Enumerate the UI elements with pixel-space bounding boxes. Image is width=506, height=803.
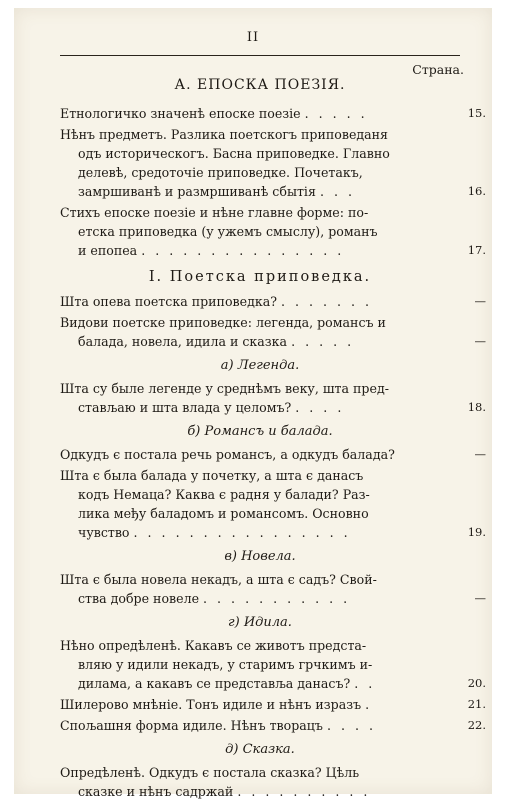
- toc-entry-text: Шта є была новела некадъ, а шта є садъ? Свой-: [60, 572, 377, 587]
- toc-entry-text: и епопеа: [78, 243, 138, 258]
- toc-entry-text: чувство: [78, 525, 130, 540]
- toc-page-number: 19.: [467, 525, 486, 539]
- leader-dots: . . . . . . . . . .: [237, 784, 371, 799]
- toc-entry-text: делевѣ, средоточіе приповедке. Почетакъ,: [78, 165, 363, 180]
- toc-entry-text: лика међу баладомъ и романсомъ. Основно: [78, 506, 369, 521]
- toc-entry-line: [60, 398, 460, 417]
- toc-page-number: —: [474, 334, 486, 348]
- toc-entry-text: Нѣнъ предметъ. Разлика поетскогъ приповеданя: [60, 127, 388, 142]
- toc-entry: [60, 466, 486, 542]
- toc-entry-line: [60, 763, 460, 782]
- toc-entry: [60, 763, 460, 801]
- subsection-title-legenda: а) Легенда.: [220, 358, 300, 373]
- entries-b: [60, 292, 486, 351]
- toc-entry-line: [60, 313, 460, 332]
- leader-dots: . . . .: [295, 400, 345, 415]
- column-label: Страна.: [412, 62, 464, 77]
- toc-entry: [60, 203, 486, 260]
- toc-page-number: —: [474, 447, 486, 461]
- toc-entry: [60, 379, 486, 417]
- toc-page-number: 16.: [467, 184, 486, 198]
- toc-entry: [60, 636, 486, 693]
- toc-entry-line: [60, 466, 460, 485]
- entries-c: [60, 379, 486, 417]
- toc-entry-line: [60, 485, 460, 504]
- toc-entry-line: [60, 589, 460, 608]
- toc-entry-line: [60, 144, 460, 163]
- entries-f: [60, 636, 486, 735]
- toc-entry-text: сказке и нѣнъ садржай: [78, 784, 234, 799]
- subsection-title-idila: г) Идила.: [228, 615, 292, 630]
- toc-entry: [60, 104, 486, 123]
- toc-entry-line: [60, 655, 460, 674]
- toc-entry: [60, 445, 486, 464]
- toc-entry-text: Шта є была балада у почетку, а шта є данасъ: [60, 468, 364, 483]
- toc-entry-text: Стихъ епоске поезіе и нѣне главне форме: по-: [60, 205, 369, 220]
- toc-entry-line: [60, 104, 460, 123]
- toc-entry-line: [60, 182, 460, 201]
- leader-dots: . . . . .: [291, 334, 355, 349]
- toc-entry-text: етска приповедка (у ужемъ смыслу), романъ: [78, 224, 378, 239]
- subsection-title-novela: в) Новела.: [224, 549, 296, 564]
- toc-entry-text: Одкудъ є постала речь романсъ, а одкудъ балада?: [60, 447, 395, 462]
- toc-entry-line: [60, 203, 460, 222]
- toc-content: [60, 76, 486, 803]
- toc-entry-line: [60, 570, 460, 589]
- page-number: II: [246, 30, 260, 45]
- toc-entry-text: вляю у идили некадъ, у старимъ грчкимъ и-: [78, 657, 373, 672]
- toc-entry: [60, 292, 486, 311]
- section-title: А. ЕПОСКА ПОЕЗІЯ.: [174, 77, 346, 93]
- toc-page-number: 20.: [467, 676, 486, 690]
- leader-dots: . . . . .: [304, 106, 368, 121]
- toc-page-number: 21.: [467, 697, 486, 711]
- toc-page-number: —: [474, 591, 486, 605]
- toc-page-number: 18.: [467, 400, 486, 414]
- toc-entry-text: балада, новела, идила и сказка: [78, 334, 288, 349]
- toc-entry-text: ства добре новеле: [78, 591, 200, 606]
- toc-entry-line: [60, 379, 460, 398]
- toc-entry-line: [60, 125, 460, 144]
- entries-g: [60, 763, 460, 801]
- toc-entry-text: одъ историческогъ. Басна приповедке. Главно: [78, 146, 390, 161]
- toc-entry-line: [60, 445, 460, 464]
- toc-entry-line: [60, 695, 460, 714]
- entries-d: [60, 445, 486, 542]
- toc-entry-line: [60, 241, 460, 260]
- leader-dots: . . . . . . . . . . . . . . . .: [133, 525, 351, 540]
- toc-entry-text: Шта су быле легенде у среднѣмъ веку, шта пред-: [60, 381, 389, 396]
- header-rule: [60, 55, 460, 56]
- toc-entry-text: замршиванѣ и размршиванѣ сбытія: [78, 184, 316, 199]
- toc-entry-text: Шилерово мнѣніе. Тонъ идиле и нѣнъ изразъ: [60, 697, 362, 712]
- toc-page-number: —: [474, 294, 486, 308]
- toc-page-number: 15.: [467, 106, 486, 120]
- toc-entry-line: [60, 782, 460, 801]
- toc-entry-line: [60, 292, 460, 311]
- toc-entry: [60, 716, 486, 735]
- toc-entry: [60, 695, 486, 714]
- toc-entry-line: [60, 504, 460, 523]
- toc-entry-line: [60, 523, 460, 542]
- toc-entry-line: [60, 332, 460, 351]
- toc-entry-text: Етнологичко значенѣ епоске поезіе: [60, 106, 301, 121]
- toc-entry-text: Шта опева поетска приповедка?: [60, 294, 277, 309]
- entries-a: [60, 104, 486, 260]
- leader-dots: . . . . . . . . . . . . . . .: [141, 243, 345, 258]
- toc-entry-text: кодъ Немаца? Каква є радня у балади? Раз-: [78, 487, 370, 502]
- toc-entry: [60, 125, 486, 201]
- subsection-title-romans: б) Романсъ и балада.: [187, 424, 333, 439]
- leader-dots: .: [365, 697, 373, 712]
- leader-dots: . . . .: [326, 718, 376, 733]
- toc-entry: [60, 570, 486, 608]
- toc-page-number: 22.: [467, 718, 486, 732]
- toc-entry-text: стављаю и шта влада у целомъ?: [78, 400, 292, 415]
- toc-entry-text: Опредѣленѣ. Одкудъ є постала сказка? Цѣль: [60, 765, 360, 780]
- leader-dots: . . . . . . .: [280, 294, 373, 309]
- toc-entry-line: [60, 163, 460, 182]
- subsection-title-skazka: д) Сказка.: [225, 742, 295, 757]
- leader-dots: . .: [354, 676, 376, 691]
- toc-entry: [60, 313, 486, 351]
- leader-dots: . . .: [319, 184, 355, 199]
- toc-page-number: 17.: [467, 243, 486, 257]
- toc-entry-line: [60, 636, 460, 655]
- toc-entry-line: [60, 222, 460, 241]
- toc-entry-text: Видови поетске приповедке: легенда, романсъ и: [60, 315, 386, 330]
- toc-entry-text: Спољашня форма идиле. Нѣнъ творацъ: [60, 718, 323, 733]
- toc-entry-line: [60, 716, 460, 735]
- toc-entry-line: [60, 674, 460, 693]
- entries-e: [60, 570, 486, 608]
- part-title: I. Поетска приповедка.: [148, 269, 372, 285]
- toc-entry-text: Нѣно опредѣленѣ. Какавъ се животъ предста-: [60, 638, 367, 653]
- page: [14, 8, 492, 799]
- leader-dots: . . . . . . . . . . .: [203, 591, 351, 606]
- toc-entry-text: дилама, а какавъ се представља данасъ?: [78, 676, 351, 691]
